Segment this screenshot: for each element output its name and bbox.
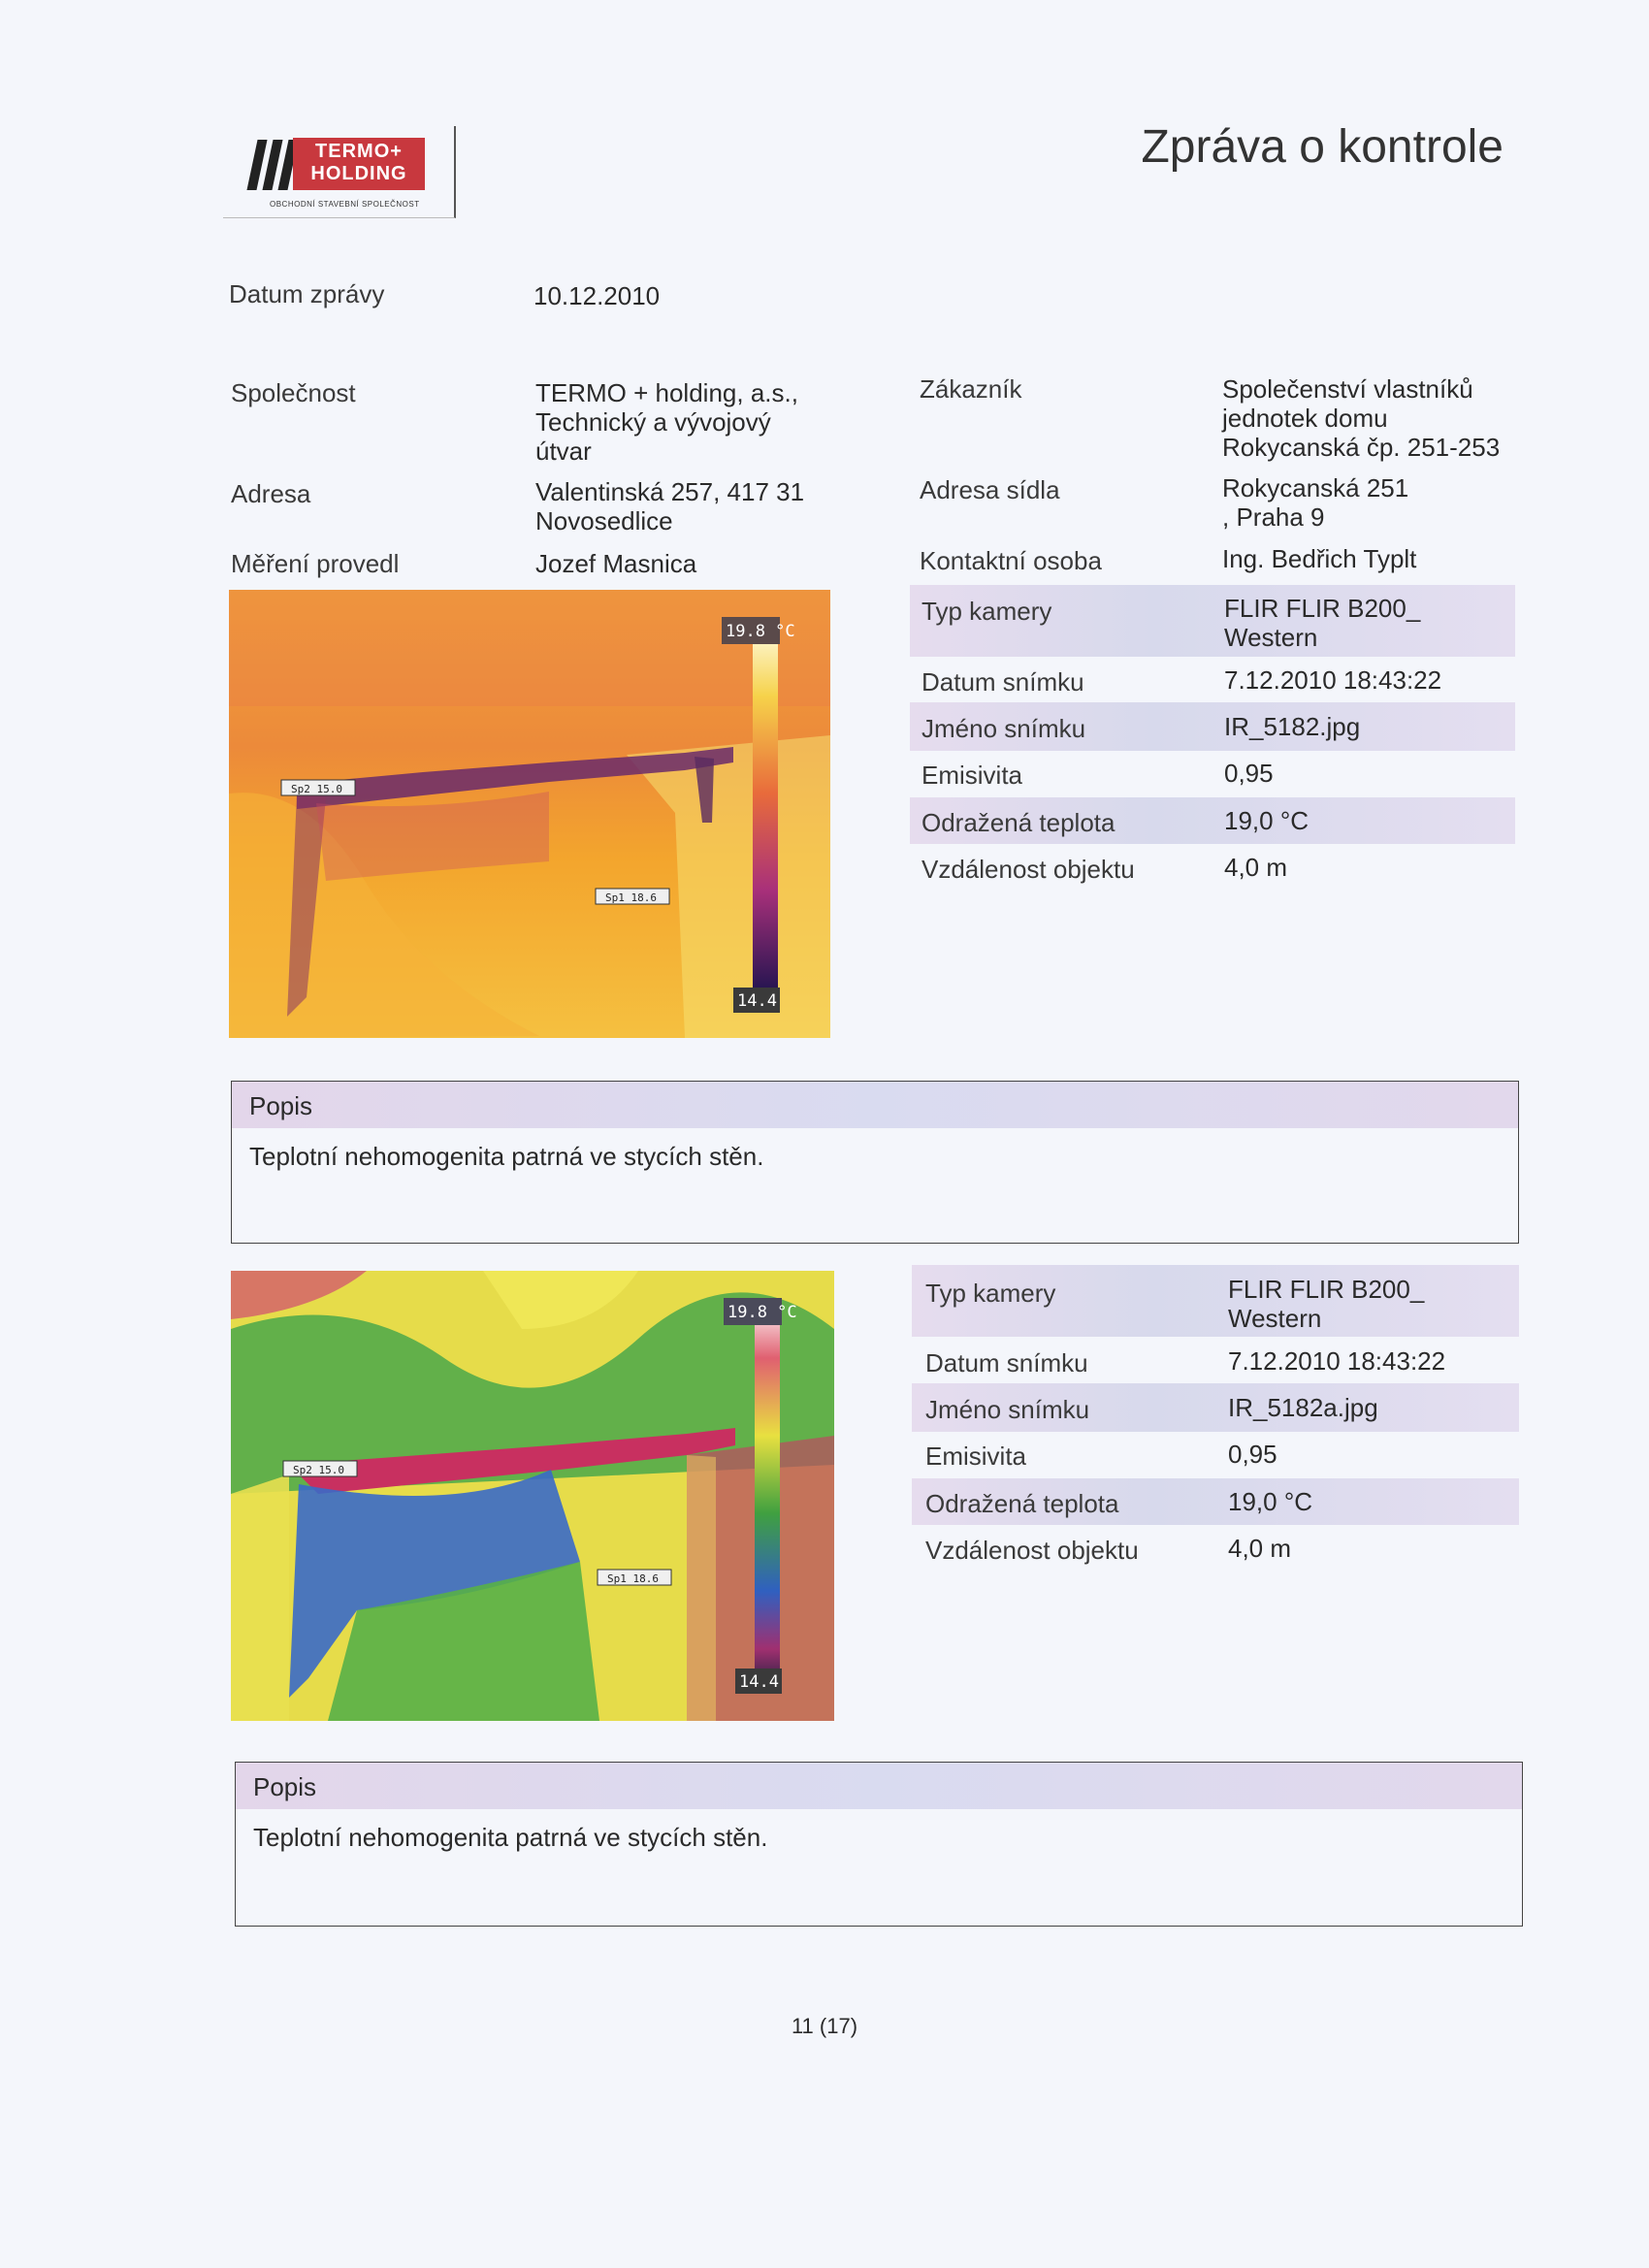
description-label-1: Popis — [249, 1091, 313, 1120]
scale-max-label-1: 19.8 °C — [726, 622, 795, 641]
reflected-temp-label-2: Odražená teplota — [925, 1489, 1119, 1518]
scale-max-label-2: 19.8 °C — [728, 1303, 797, 1322]
measured-by-value: Jozef Masnica — [535, 549, 697, 578]
object-distance-value-2: 4,0 m — [1228, 1534, 1292, 1563]
company-address-label: Adresa — [231, 479, 311, 508]
contact-person-label: Kontaktní osoba — [920, 546, 1102, 575]
logo-line-2: HOLDING — [310, 163, 407, 184]
logo-subtitle: OBCHODNÍ STAVEBNÍ SPOLEČNOST — [270, 200, 420, 209]
reflected-temp-label-1: Odražená teplota — [922, 808, 1116, 837]
report-date-label: Datum zprávy — [229, 279, 385, 308]
image-name-label-2: Jméno snímku — [925, 1395, 1090, 1424]
emissivity-value-2: 0,95 — [1228, 1440, 1277, 1469]
image-name-label-1: Jméno snímku — [922, 714, 1086, 743]
description-text-1: Teplotní nehomogenita patrná ve stycích stěn. — [249, 1142, 764, 1171]
logo-line-1: TERMO+ — [315, 141, 403, 162]
spot-sp2-label-2: Sp2 15.0 — [293, 1464, 344, 1476]
customer-label: Zákazník — [920, 374, 1022, 404]
reflected-temp-value-2: 19,0 °C — [1228, 1487, 1313, 1516]
image-name-value-2: IR_5182a.jpg — [1228, 1393, 1378, 1422]
image-date-value-2: 7.12.2010 18:43:22 — [1228, 1346, 1446, 1376]
company-label: Společnost — [231, 378, 356, 407]
thermal-image-1 — [229, 590, 830, 1038]
image-name-value-1: IR_5182.jpg — [1224, 712, 1361, 741]
document-title: Zpráva o kontrole — [1141, 121, 1504, 173]
thermal-image-2 — [231, 1271, 834, 1721]
camera-type-label-1: Typ kamery — [922, 597, 1052, 626]
object-distance-value-1: 4,0 m — [1224, 853, 1288, 882]
reflected-temp-value-1: 19,0 °C — [1224, 806, 1310, 835]
customer-address-label: Adresa sídla — [920, 475, 1060, 504]
report-date-value: 10.12.2010 — [534, 281, 661, 310]
scale-min-label-1: 14.4 — [737, 991, 777, 1011]
description-box-2 — [235, 1762, 1523, 1927]
measured-by-label: Měření provedl — [231, 549, 400, 578]
company-value: TERMO + holding, a.s., Technický a vývojový útvar — [535, 378, 798, 466]
customer-value: Společenství vlastníků jednotek domu Rokycanská čp. 251-253 — [1222, 374, 1501, 462]
description-box-1 — [231, 1081, 1519, 1244]
spot-sp1-label-1: Sp1 18.6 — [605, 891, 657, 904]
object-distance-label-2: Vzdálenost objektu — [925, 1536, 1139, 1565]
page-number: 11 (17) — [791, 2014, 858, 2038]
camera-type-label-2: Typ kamery — [925, 1279, 1056, 1308]
image-date-label-2: Datum snímku — [925, 1348, 1088, 1377]
image-date-value-1: 7.12.2010 18:43:22 — [1224, 665, 1442, 695]
scale-min-label-2: 14.4 — [739, 1672, 779, 1692]
customer-address-value: Rokycanská 251 , Praha 9 — [1222, 473, 1409, 532]
description-text-2: Teplotní nehomogenita patrná ve stycích stěn. — [253, 1823, 768, 1852]
company-logo — [223, 126, 456, 219]
spot-sp1-label-2: Sp1 18.6 — [607, 1572, 659, 1585]
contact-person-value: Ing. Bedřich Typlt — [1222, 544, 1417, 573]
camera-type-value-2: FLIR FLIR B200_ Western — [1228, 1275, 1425, 1333]
image-date-label-1: Datum snímku — [922, 667, 1084, 697]
company-address-value: Valentinská 257, 417 31 Novosedlice — [535, 477, 805, 535]
object-distance-label-1: Vzdálenost objektu — [922, 855, 1135, 884]
spot-sp2-label-1: Sp2 15.0 — [291, 783, 342, 795]
emissivity-label-1: Emisivita — [922, 761, 1023, 790]
emissivity-value-1: 0,95 — [1224, 759, 1274, 788]
emissivity-label-2: Emisivita — [925, 1442, 1027, 1471]
camera-type-value-1: FLIR FLIR B200_ Western — [1224, 594, 1421, 652]
description-label-2: Popis — [253, 1772, 317, 1801]
